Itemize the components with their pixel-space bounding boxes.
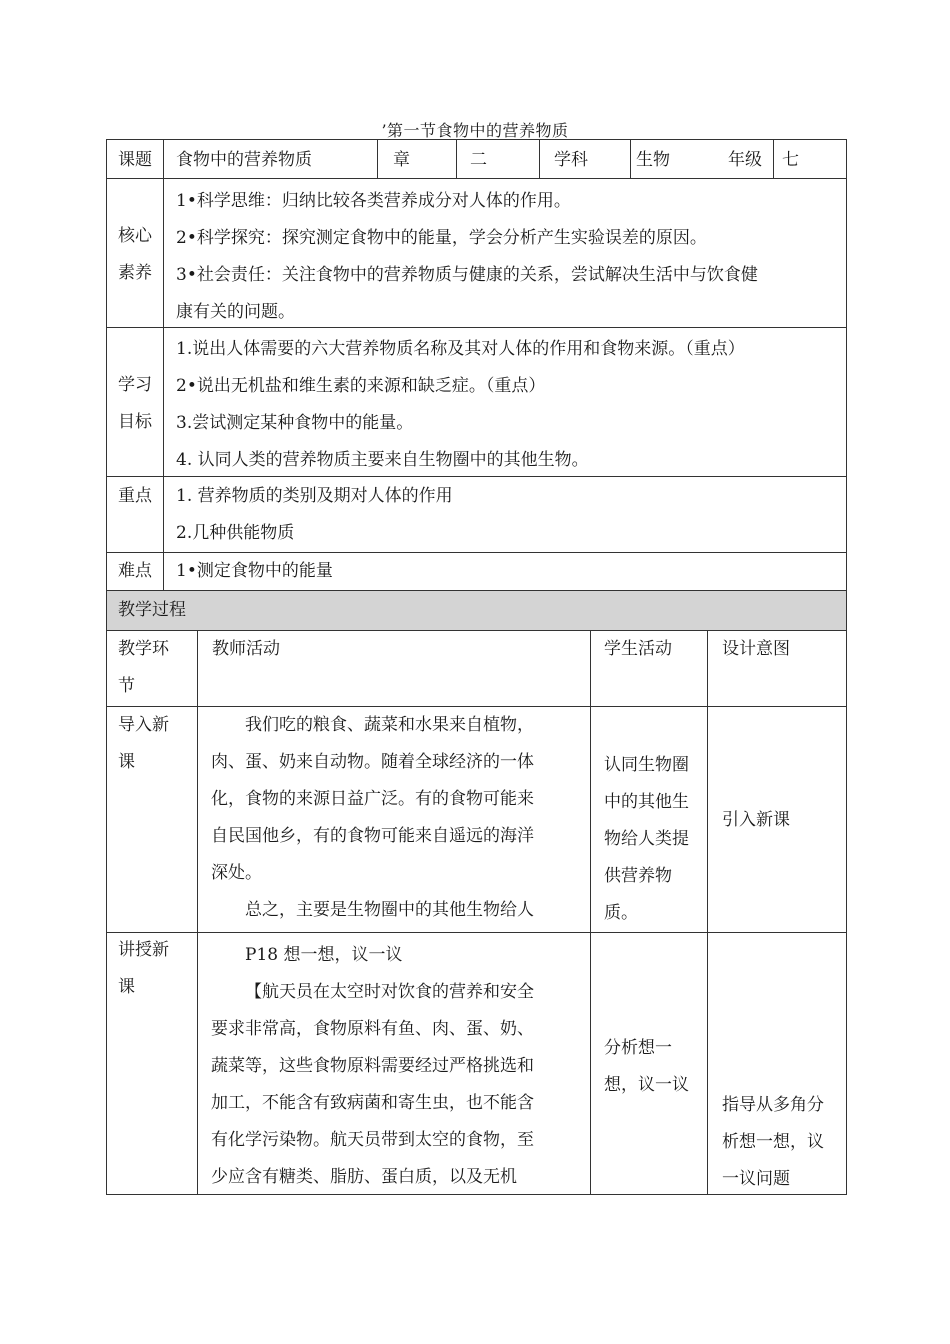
subject-value: 生物 [636, 150, 670, 170]
subject-label: 学科 [554, 150, 588, 170]
goal-line: 3.尝试测定某种食物中的能量。 [176, 413, 414, 433]
difficulty-label [118, 553, 152, 590]
lecture-stage-line: 课 [118, 977, 135, 997]
key-line: 2.几种供能物质 [176, 523, 295, 543]
core-label [118, 218, 152, 292]
core-content [176, 183, 836, 331]
col-student-text: 学生活动 [604, 639, 672, 659]
intro-student-text [604, 747, 689, 932]
col-teacher-header [212, 631, 280, 668]
intro-stage [118, 707, 169, 781]
goals-label-line: 学习 [118, 375, 152, 395]
col-stage-line: 节 [118, 676, 135, 696]
col-design-text: 设计意图 [722, 639, 790, 659]
key-content [176, 478, 453, 552]
lecture-student-text [604, 1030, 689, 1104]
core-line: 1•科学思维：归纳比较各类营养成分对人体的作用。 [176, 191, 571, 211]
lecture-design-text [722, 1087, 824, 1198]
intro-student-line: 质。 [604, 903, 638, 923]
lecture-teacher-text [211, 937, 583, 1196]
intro-teacher-line: 肉、蛋、奶来自动物。随着全球经济的一体 [211, 752, 534, 772]
lecture-student-line: 想，议一议 [604, 1075, 689, 1095]
goal-line: 2•说出无机盐和维生素的来源和缺乏症。（重点） [176, 376, 546, 396]
chapter-value: 二 [470, 150, 487, 170]
intro-design-text [722, 802, 790, 839]
lecture-design-line: 指导从多角分 [722, 1095, 824, 1115]
intro-stage-line: 课 [118, 752, 135, 772]
document-title: ’第一节食物中的营养物质 [381, 121, 569, 140]
key-line: 1. 营养物质的类别及期对人体的作用 [176, 486, 453, 506]
intro-stage-line: 导入新 [118, 715, 169, 735]
process-header-text: 教学过程 [118, 600, 186, 620]
grade-value: 七 [782, 150, 799, 170]
intro-student-line: 供营养物 [604, 866, 672, 886]
goal-line: 4. 认同人类的营养物质主要来自生物圈中的其他生物。 [176, 450, 589, 470]
process-header-cell [106, 590, 847, 631]
topic-label: 课题 [118, 150, 152, 170]
key-label [118, 478, 152, 515]
col-design-header [722, 631, 790, 668]
difficulty-text: 1•测定食物中的能量 [176, 561, 333, 581]
key-label-text: 重点 [118, 486, 152, 506]
lecture-design-line: 析想一想，议 [722, 1132, 824, 1152]
lecture-teacher-line: 有化学污染物。航天员带到太空的食物，至 [211, 1130, 534, 1150]
core-line: 3•社会责任：关注食物中的营养物质与健康的关系，尝试解决生活中与饮食健 [176, 265, 758, 285]
lecture-teacher-line: 少应含有糖类、脂肪、蛋白质，以及无机 [211, 1167, 517, 1187]
difficulty-content [176, 553, 333, 590]
chapter-label-cell [377, 139, 457, 179]
intro-teacher-line: 我们吃的粮食、蔬菜和水果来自植物， [245, 715, 534, 735]
intro-student-line: 中的其他生 [604, 792, 689, 812]
goals-content [176, 331, 841, 479]
intro-teacher-line: 深处。 [211, 863, 262, 883]
col-student-header [604, 631, 672, 668]
chapter-value-cell [456, 139, 540, 179]
goals-label-line: 目标 [118, 412, 152, 432]
intro-teacher-line: 化，食物的来源日益广泛。有的食物可能来 [211, 789, 534, 809]
lecture-teacher-line: 要求非常高，食物原料有鱼、肉、蛋、奶、 [211, 1019, 534, 1039]
lecture-stage-line: 讲授新 [118, 940, 169, 960]
col-stage-header [118, 631, 169, 705]
intro-design-line: 引入新课 [722, 810, 790, 830]
core-label-line: 素养 [118, 263, 152, 283]
col-teacher-text: 教师活动 [212, 639, 280, 659]
lecture-student-line: 分析想一 [604, 1038, 672, 1058]
process-header [118, 592, 186, 629]
lecture-stage [118, 932, 169, 1006]
lecture-teacher-line: P18 想一想，议一议 [245, 945, 403, 965]
goals-label [118, 367, 152, 441]
intro-teacher-line: 自民国他乡，有的食物可能来自遥远的海洋 [211, 826, 534, 846]
lecture-teacher-line: 蔬菜等，这些食物原料需要经过严格挑选和 [211, 1056, 534, 1076]
grade-label: 年级 [728, 150, 762, 170]
core-line: 康有关的问题。 [176, 302, 295, 322]
lecture-teacher-line: 加工，不能含有致病菌和寄生虫，也不能含 [211, 1093, 534, 1113]
topic-value: 食物中的营养物质 [176, 150, 312, 170]
col-stage-line: 教学环 [118, 639, 169, 659]
difficulty-label-text: 难点 [118, 561, 152, 581]
core-line: 2•科学探究：探究测定食物中的能量，学会分析产生实验误差的原因。 [176, 228, 707, 248]
goal-line: 1.说出人体需要的六大营养物质名称及其对人体的作用和食物来源。（重点） [176, 339, 745, 359]
intro-teacher-line: 总之，主要是生物圈中的其他生物给人 [245, 900, 534, 920]
chapter-label: 章 [393, 150, 410, 170]
lecture-design-line: 一议问题 [722, 1169, 790, 1189]
lecture-teacher-line: 【航天员在太空时对饮食的营养和安全 [245, 982, 534, 1002]
intro-student-line: 物给人类提 [604, 829, 689, 849]
intro-teacher-text [211, 707, 583, 929]
core-label-line: 核心 [118, 226, 152, 246]
intro-student-line: 认同生物圈 [604, 755, 689, 775]
